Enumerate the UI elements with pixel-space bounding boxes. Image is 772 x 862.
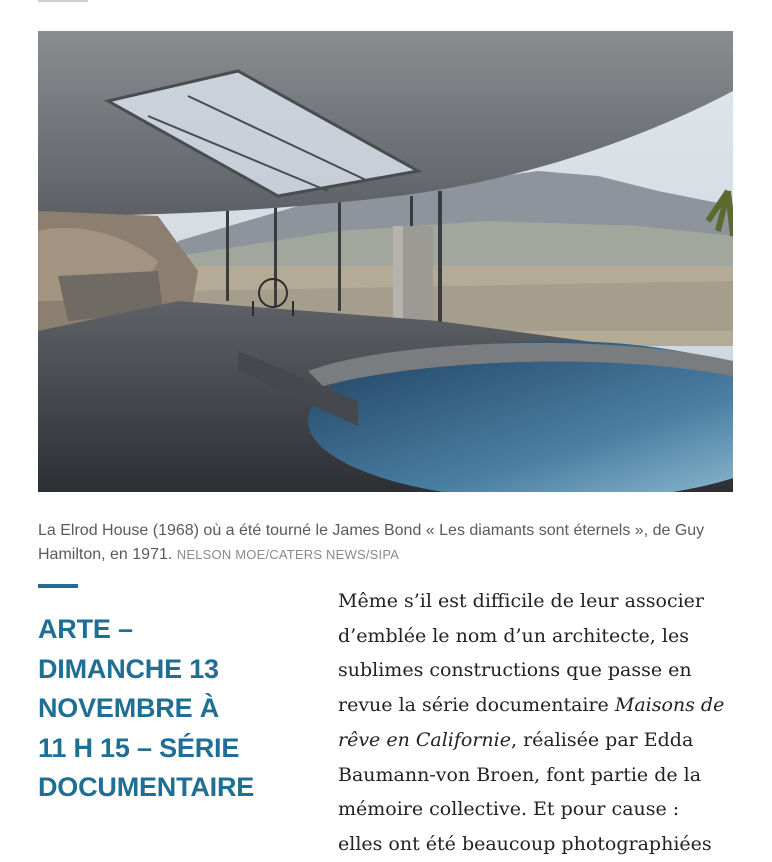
photo-caption	[38, 519, 738, 567]
series-title: rêve en Californie	[338, 728, 511, 751]
body-line: elles ont été beaucoup photographiées	[338, 832, 712, 855]
body-line: d’emblée le nom d’un architecte, les	[338, 624, 689, 647]
caption-text: La Elrod House (1968) où a été tourné le James Bond « Les diamants sont éternels », de Guy Hamilton, en 1971.	[38, 522, 705, 563]
body-line: mémoire collective. Et pour cause :	[338, 798, 680, 821]
body-text-segment: , réalisée par Edda	[511, 728, 694, 751]
body-line	[338, 723, 748, 758]
photo-credit: NELSON MOE/CATERS NEWS/SIPA	[176, 547, 400, 562]
body-line: Même s’il est difficile de leur associer	[338, 590, 704, 612]
article-body	[338, 584, 748, 862]
body-line: Baumann-von Broen, font partie de la	[338, 763, 702, 786]
body-line	[338, 688, 748, 723]
headline-line: ARTE –	[38, 614, 133, 644]
headline-line: 11 H 15 – SÉRIE	[38, 732, 240, 763]
top-divider	[38, 0, 88, 2]
series-title: Maisons de	[614, 694, 725, 717]
article-photo	[38, 31, 733, 492]
headline-line: NOVEMBRE À	[38, 693, 220, 723]
photo-illustration	[38, 31, 733, 492]
body-text-segment: revue la série documentaire	[338, 694, 615, 717]
body-line: sublimes constructions que passe en	[338, 659, 692, 682]
section-headline	[38, 610, 298, 808]
headline-line: DOCUMENTAIRE	[38, 772, 255, 802]
headline-line: DIMANCHE 13	[38, 653, 219, 684]
headline-accent-bar	[38, 584, 78, 588]
